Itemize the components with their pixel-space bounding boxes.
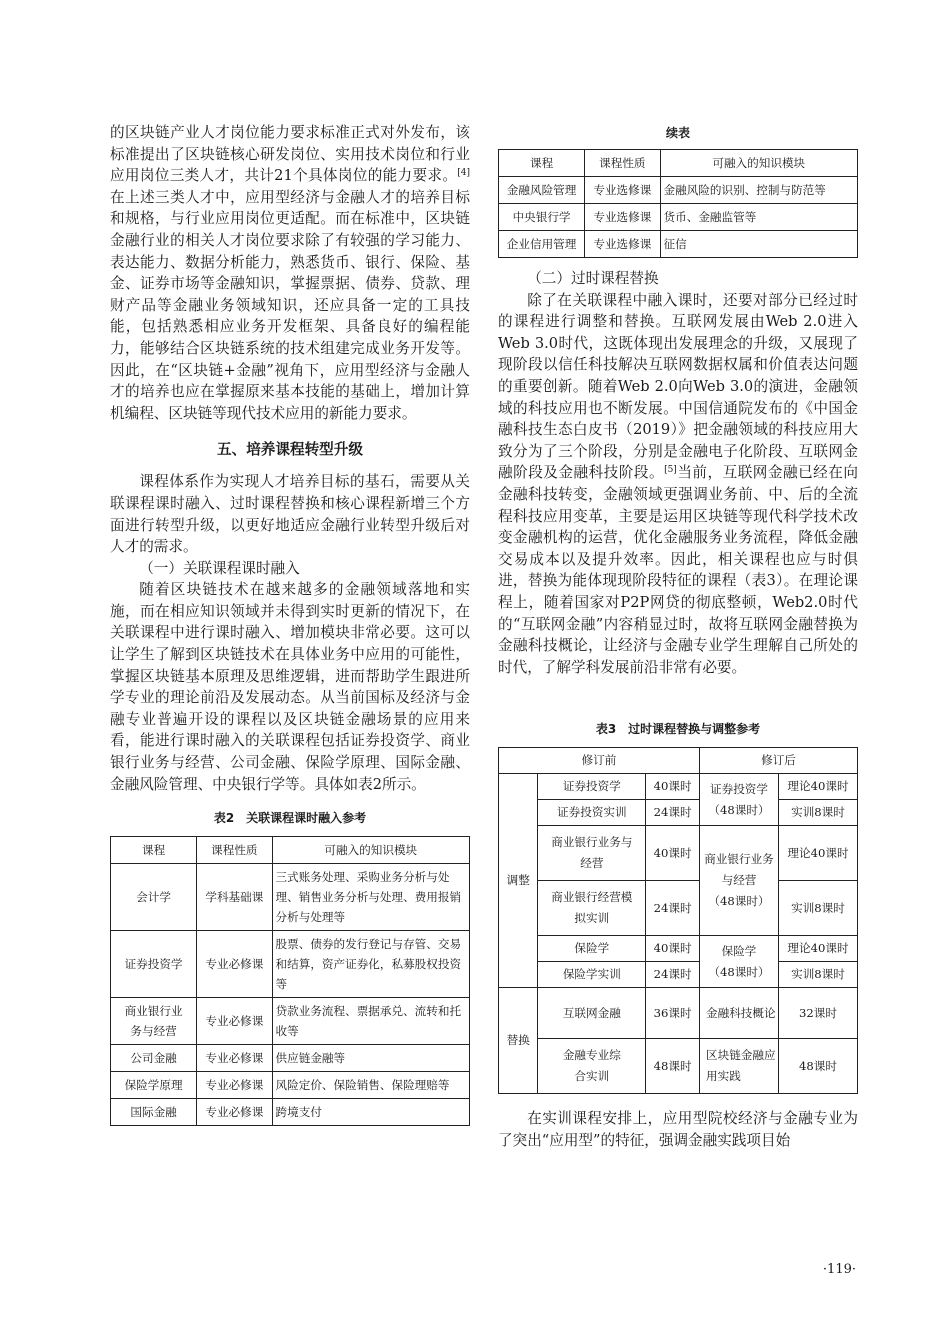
subsection-2-title: （二）过时课程替换 bbox=[527, 270, 659, 287]
table-row: 金融风险管理 专业选修课 金融风险的识别、控制与防范等 bbox=[499, 177, 858, 204]
table-row: 保险学原理 专业必修课 风险定价、保险销售、保险理赔等 bbox=[111, 1072, 470, 1099]
header-course: 课程 bbox=[111, 837, 197, 864]
table-header-row: 修订前 修订后 bbox=[499, 748, 858, 774]
header-nature: 课程性质 bbox=[197, 837, 272, 864]
section-title: 五、培养课程转型升级 bbox=[217, 441, 363, 459]
table2-cont-caption: 续表 bbox=[665, 126, 690, 140]
paragraph-5: 在实训课程安排上，应用型院校经济与金融专业为了突出“应用型”的特征，强调金融实践项目始 bbox=[498, 1110, 858, 1149]
table-header-row bbox=[111, 837, 470, 864]
table-header-row: 课程 课程性质 可融入的知识模块 bbox=[499, 150, 858, 177]
table-row: 商业银行业务与经营 专业必修课 贷款业务流程、票据承兑、流转和托收等 bbox=[111, 998, 470, 1045]
table-row: 公司金融 专业必修课 供应链金融等 bbox=[111, 1045, 470, 1072]
table-2-continued bbox=[498, 149, 858, 258]
table-row: 国际金融 专业必修课 跨境支付 bbox=[111, 1099, 470, 1126]
header-modules: 可融入的知识模块 bbox=[272, 837, 469, 864]
table-row: 保险学实训 24课时 实训8课时 bbox=[499, 962, 858, 988]
table-row: 替换 互联网金融 36课时 金融科技概论 32课时 bbox=[499, 988, 858, 1039]
paragraph-1: 的区块链产业人才岗位能力要求标准正式对外发布，该标准提出了区块链核心研发岗位、实用技术岗位和行业应用岗位三类人才，共计21个具体岗位的能力要求。[4]在上述三类人才中，应用型经济与金融人才的培养目标和规格，与行业应用岗位更适配。而在标准中，区块链金融行业的相关人才岗位要求除了有较强的学习能力、表达能力、数据分析能力，熟悉货币、银行、保险、基金、证券市场等金融知识，掌握票据、债券、贷款、理财产品等金融业务领域知识，还应具备一定的工具技能，包括熟悉相应业务开发框架、具备良好的编程能力，能够结合区块链系统的技术组建完成业务开发等。因此，在“区块链+金融”视角下，应用型经济与金融人才的培养也应在掌握原来基本技能的基础上，增加计算机编程、区块链等现代技术应用的新能力要求。 bbox=[110, 124, 470, 422]
table-row: 商业银行经营模拟实训 24课时 实训8课时 bbox=[499, 881, 858, 936]
paragraph-3: 随着区块链技术在越来越多的金融领域落地和实施，而在相应知识领域并未得到实时更新的情况下，在关联课程中进行课时融入、增加模块非常必要。这可以让学生了解到区块链技术在具体业务中应用的可能性，掌握区块链基本原理及思维逻辑，进而帮助学生跟进所学专业的理论前沿及发展动态。从当前国标及经济与金融专业普遍开设的课程以及区块链金融场景的应用来看，能进行课时融入的关联课程包括证券投资学、商业银行业务与经营、公司金融、保险学原理、国际金融、金融风险管理、中央银行学等。具体如表2所示。 bbox=[110, 581, 470, 793]
table-row: 调整 证券投资学 40课时 证券投资学 （48课时） 理论40课时 bbox=[499, 774, 858, 800]
paragraph-2: 课程体系作为实现人才培养目标的基石，需要从关联课程课时融入、过时课程替换和核心课程新增三个方面进行转型升级，以更好地适应金融行业转型升级后对人才的需求。 bbox=[110, 473, 470, 556]
table-row: 证券投资实训 24课时 实训8课时 bbox=[499, 800, 858, 826]
table-row: 会计学 学科基础课 三式账务处理、采购业务分析与处理、销售业务分析与处理、费用报销分析与处理等 bbox=[111, 864, 470, 931]
table-row: 中央银行学 专业选修课 货币、金融监管等 bbox=[499, 204, 858, 231]
subsection-1-title: （一）关联课程课时融入 bbox=[139, 559, 300, 577]
citation-4: [4] bbox=[457, 168, 470, 179]
table-2 bbox=[110, 836, 470, 1126]
table3-caption: 表3 过时课程替换与调整参考 bbox=[595, 722, 761, 737]
citation-5: [5] bbox=[664, 465, 677, 476]
left-column bbox=[110, 122, 470, 1126]
right-column bbox=[498, 122, 858, 1151]
table-row: 企业信用管理 专业选修课 征信 bbox=[499, 231, 858, 258]
table-row: 证券投资学 专业必修课 股票、债券的发行登记与存管、交易和结算，资产证券化，私募股权投资等 bbox=[111, 931, 470, 998]
table-3 bbox=[498, 747, 858, 1094]
page-number: ·119· bbox=[822, 1262, 856, 1277]
table-row: 金融专业综合实训 48课时 区块链金融应用实践 48课时 bbox=[499, 1039, 858, 1094]
table-row: 保险学 40课时 保险学 （48课时） 理论40课时 bbox=[499, 936, 858, 962]
table-row: 商业银行业务与经营 40课时 商业银行业务与经营 （48课时） 理论40课时 bbox=[499, 826, 858, 881]
table2-caption: 表2 关联课程课时融入参考 bbox=[213, 811, 367, 826]
paragraph-4: 除了在关联课程中融入课时，还要对部分已经过时的课程进行调整和替换。互联网发展由Web 2.0进入Web 3.0时代，这既体现出发展理念的升级，又展现了现阶段以信任科技解决互联网数据权属和价值表达问题的重要创新。随着Web 2.0向Web 3.0的演进，金融领域的科技应用也不断发展。中国信通院发布的《中国金融科技生态白皮书（2019）》把金融领域的科技应用大致分为了三个阶段，分别是金融电子化阶段、互联网金融阶段及金融科技阶段。[5]当前，互联网金融已经在向金融科技转变，金融领域更强调业务前、中、后的全流程科技应用变革，主要是运用区块链等现代科学技术改变金融机构的运营，优化金融服务业务流程，降低金融交易成本以及提升效率。因此，相关课程也应与时俱进，替换为能体现现阶段特征的课程（表3）。在理论课程上，随着国家对P2P网贷的彻底整顿，Web2.0时代的“互联网金融”内容稍显过时，故将互联网金融替换为金融科技概论，让经济与金融专业学生理解自己所处的时代，了解学科发展前沿非常有必要。 bbox=[498, 291, 858, 676]
